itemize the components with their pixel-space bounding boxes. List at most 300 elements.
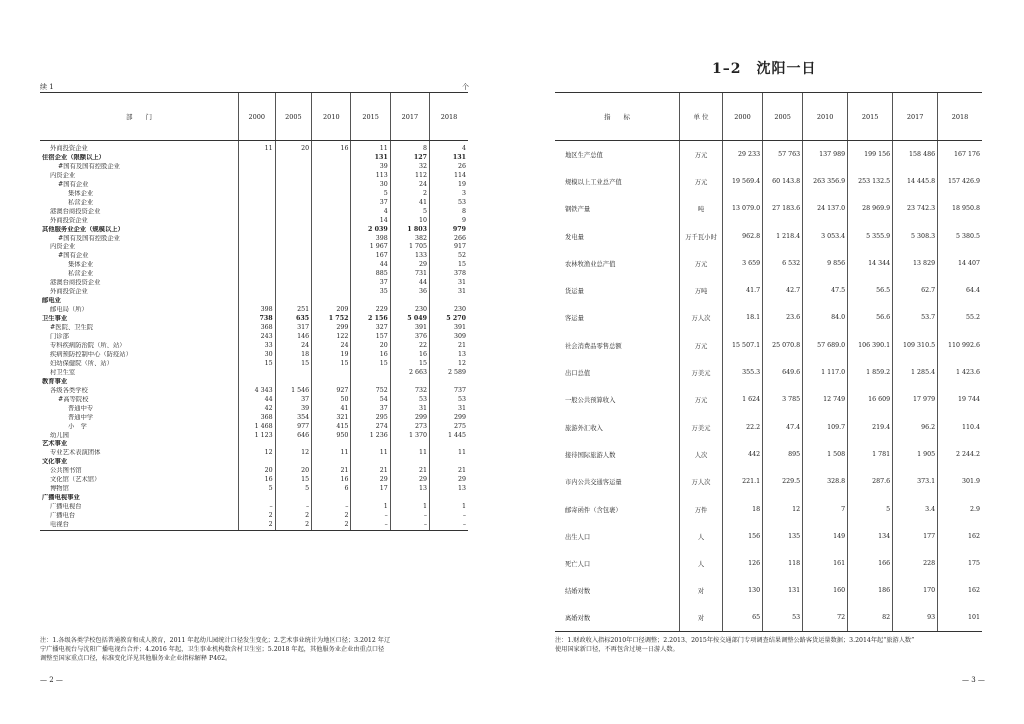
table-cell — [239, 458, 276, 467]
table-cell: 635 — [275, 315, 312, 324]
table-cell: 1 546 — [275, 387, 312, 396]
table-cell: 110 992.6 — [938, 332, 982, 359]
table-row — [40, 512, 468, 521]
table-cell: 42.7 — [763, 277, 803, 304]
table-cell: 229.5 — [763, 468, 803, 495]
table-cell: 53 — [429, 199, 468, 208]
table-cell: 2 — [275, 521, 312, 530]
table-cell: 14 — [351, 217, 390, 226]
table-cell: 354 — [275, 414, 312, 423]
table-row — [40, 414, 468, 423]
table-row — [555, 222, 982, 249]
table-row — [40, 315, 468, 324]
table-cell — [312, 494, 351, 503]
table-cell: 53 — [390, 396, 429, 405]
table-cell: 368 — [239, 324, 276, 333]
table-cell: 1 905 — [893, 441, 938, 468]
table-cell: 21 — [312, 467, 351, 476]
table-cell: 11 — [390, 449, 429, 458]
row-label: 规模以上工业总产值 — [565, 178, 622, 186]
table-cell: 253 132.5 — [848, 168, 893, 195]
table-header-row — [555, 93, 982, 141]
footnote-line: 调整至国家重点口径，标准变化详见其他服务业企业指标解释 P462。 — [40, 655, 232, 662]
table-row — [40, 288, 468, 297]
table-cell: 28 969.9 — [848, 195, 893, 222]
table-cell: 20 — [239, 467, 276, 476]
table-cell: 5 355.9 — [848, 222, 893, 249]
table-cell: – — [351, 521, 390, 530]
unit-cell: 万千瓦小时 — [680, 222, 723, 249]
table-cell — [275, 163, 312, 172]
table-row — [40, 181, 468, 190]
table-row — [40, 396, 468, 405]
table-cell — [239, 270, 276, 279]
table-row — [40, 458, 468, 467]
header-cell: 单 位 — [680, 93, 723, 141]
table-row — [40, 387, 468, 396]
table-cell: 29 — [429, 476, 468, 485]
table-cell — [239, 217, 276, 226]
table-cell: 47.4 — [763, 413, 803, 440]
table-cell: 230 — [390, 306, 429, 315]
table-cell: 57 763 — [763, 141, 803, 168]
table-cell: 8 — [390, 141, 429, 154]
table-cell: 5 — [239, 485, 276, 494]
table-cell — [239, 279, 276, 288]
table-cell: 170 — [893, 577, 938, 604]
table-cell: 82 — [848, 605, 893, 632]
table-cell: 11 — [429, 449, 468, 458]
table-cell: 3 053.4 — [803, 222, 848, 249]
table-row — [40, 494, 468, 503]
table-cell: 109 310.5 — [893, 332, 938, 359]
table-row — [40, 485, 468, 494]
unit-cell: 人 — [680, 523, 723, 550]
table-cell — [239, 288, 276, 297]
table-cell — [312, 270, 351, 279]
table-cell: – — [429, 521, 468, 530]
table-cell: 22 — [390, 342, 429, 351]
table-cell — [429, 378, 468, 387]
row-label: 艺术事业 — [42, 440, 68, 448]
table-cell — [390, 458, 429, 467]
table-cell: 32 — [390, 163, 429, 172]
table-cell: 4 — [429, 141, 468, 154]
table-cell: 1 117.0 — [803, 359, 848, 386]
table-cell — [312, 369, 351, 378]
table-cell: 382 — [390, 235, 429, 244]
table-cell: 157 426.9 — [938, 168, 982, 195]
header-cell: 指 标 — [555, 93, 680, 141]
table-cell — [275, 369, 312, 378]
table-row — [555, 141, 982, 168]
table-cell: 62.7 — [893, 277, 938, 304]
table-cell — [239, 243, 276, 252]
table-cell: 10 — [390, 217, 429, 226]
table-row — [555, 577, 982, 604]
table-cell: 26 — [429, 163, 468, 172]
table-cell — [239, 163, 276, 172]
header-cell: 2018 — [938, 93, 982, 141]
table-cell: 22.2 — [723, 413, 763, 440]
table-cell — [275, 243, 312, 252]
table-cell: 229 — [351, 306, 390, 315]
row-label: 农林牧渔业总产值 — [565, 260, 616, 268]
header-cell: 2017 — [390, 93, 429, 141]
table-row — [40, 252, 468, 261]
row-label: 集体企业 — [68, 261, 94, 269]
table-row — [555, 386, 982, 413]
table-cell: 162 — [938, 577, 982, 604]
page-number: — 3 — — [962, 676, 985, 684]
row-label: 普通中学 — [68, 413, 94, 421]
table-cell — [239, 378, 276, 387]
table-cell: 31 — [429, 405, 468, 414]
table-cell: 118 — [763, 550, 803, 577]
table-cell: 415 — [312, 423, 351, 432]
row-label: #国有企业 — [58, 180, 89, 188]
table-cell: 5 270 — [429, 315, 468, 324]
table-row — [40, 476, 468, 485]
table-cell: 1 123 — [239, 432, 276, 441]
table-cell: 2 — [312, 521, 351, 530]
table-cell — [239, 261, 276, 270]
table-cell: 33 — [239, 342, 276, 351]
table-cell: 15 — [429, 261, 468, 270]
table-cell: 16 — [390, 351, 429, 360]
table-cell: – — [312, 503, 351, 512]
table-row — [40, 369, 468, 378]
table-cell: 649.6 — [763, 359, 803, 386]
footnote-line: 注：1.各级各类学校包括普通教育和成人教育，2011 年起幼儿园统计口径发生变化；2.艺术事业统计为地区口径；3.2012 年辽 — [40, 637, 391, 644]
table-cell: 1 967 — [351, 243, 390, 252]
table-cell — [351, 494, 390, 503]
row-label: 各级各类学校 — [50, 386, 88, 394]
table-cell: 19 744 — [938, 386, 982, 413]
table-row — [40, 243, 468, 252]
table-cell: 127 — [390, 154, 429, 163]
table-cell: 917 — [429, 243, 468, 252]
table-cell: 157 — [351, 333, 390, 342]
table-cell — [275, 261, 312, 270]
table-cell: 50 — [312, 396, 351, 405]
table-cell — [275, 154, 312, 163]
table-cell: 11 — [312, 449, 351, 458]
table-cell — [390, 378, 429, 387]
table-cell — [275, 252, 312, 261]
table-cell: 737 — [429, 387, 468, 396]
table-cell: 19 — [312, 351, 351, 360]
table-cell: 263 356.9 — [803, 168, 848, 195]
table-cell: 29 233 — [723, 141, 763, 168]
table-cell: 4 343 — [239, 387, 276, 396]
table-cell: 738 — [239, 315, 276, 324]
footnote-line: 注：1.财政收入指标2010年口径调整；2.2013、2015年按交通部门专项调查结果调整公路客货运量数据；3.2014年起“旅游人数” — [555, 637, 915, 644]
table-cell: 979 — [429, 226, 468, 235]
table-cell: 131 — [351, 154, 390, 163]
table-cell: 376 — [390, 333, 429, 342]
unit-cell: 万元 — [680, 168, 723, 195]
row-label: 内资企业 — [50, 243, 76, 251]
table-cell: 17 979 — [893, 386, 938, 413]
table-cell: 133 — [390, 252, 429, 261]
table-cell: 14 344 — [848, 250, 893, 277]
table-cell — [275, 190, 312, 199]
footnote-line: 使用国家新口径，不再包含过境一日游人数。 — [555, 646, 679, 653]
row-label: #国有企业 — [58, 252, 89, 260]
table-cell — [312, 163, 351, 172]
table-cell: 295 — [351, 414, 390, 423]
table-cell: 274 — [351, 423, 390, 432]
table-cell: 2 039 — [351, 226, 390, 235]
table-cell: 5 308.3 — [893, 222, 938, 249]
table-cell — [275, 270, 312, 279]
table-cell: 5 — [390, 208, 429, 217]
table-cell — [390, 494, 429, 503]
row-label: 旅游外汇收入 — [565, 424, 603, 432]
unit-cell: 对 — [680, 605, 723, 632]
table-cell: 161 — [803, 550, 848, 577]
table-cell: 93 — [893, 605, 938, 632]
table-row — [555, 441, 982, 468]
table-cell: 6 532 — [763, 250, 803, 277]
table-cell: 96.2 — [893, 413, 938, 440]
header-cell: 2018 — [429, 93, 468, 141]
row-label: 广播电视事业 — [42, 494, 80, 502]
header-cell: 2015 — [351, 93, 390, 141]
header-cell: 2010 — [312, 93, 351, 141]
table-cell: 29 — [390, 261, 429, 270]
table-cell: 44 — [351, 261, 390, 270]
left-table-body — [40, 141, 468, 531]
row-label: 私营企业 — [68, 198, 94, 206]
row-label: 港澳台商投资企业 — [50, 207, 101, 215]
table-cell: 321 — [312, 414, 351, 423]
right-statistics-table — [555, 92, 982, 632]
table-cell: 977 — [275, 423, 312, 432]
table-cell: 12 — [429, 360, 468, 369]
table-cell: 1 218.4 — [763, 222, 803, 249]
table-cell: 2 — [390, 190, 429, 199]
table-cell: 15 — [275, 360, 312, 369]
right-table-body — [555, 141, 982, 632]
table-cell: 1 752 — [312, 315, 351, 324]
table-cell: 2 — [239, 512, 276, 521]
table-cell: 12 — [275, 449, 312, 458]
table-cell: 221.1 — [723, 468, 763, 495]
table-cell: 5 — [351, 190, 390, 199]
table-cell — [312, 440, 351, 449]
table-cell: 12 — [763, 495, 803, 522]
table-cell: 56.5 — [848, 277, 893, 304]
table-cell: 1 803 — [390, 226, 429, 235]
table-cell: 2 — [312, 512, 351, 521]
table-cell: 56.6 — [848, 304, 893, 331]
table-row — [40, 297, 468, 306]
table-cell: 2 156 — [351, 315, 390, 324]
table-cell: 4 — [351, 208, 390, 217]
table-cell — [312, 252, 351, 261]
table-cell: 15 507.1 — [723, 332, 763, 359]
table-cell: 167 176 — [938, 141, 982, 168]
table-cell: 149 — [803, 523, 848, 550]
table-cell: 3 659 — [723, 250, 763, 277]
table-cell: 732 — [390, 387, 429, 396]
table-cell — [429, 440, 468, 449]
unit-cell: 万元 — [680, 386, 723, 413]
page-title: 1–2 沈阳一日 — [712, 61, 817, 77]
row-label: 疾病预防控制中心（防疫站） — [50, 350, 132, 358]
table-row — [40, 235, 468, 244]
table-cell: 166 — [848, 550, 893, 577]
table-cell: 15 — [351, 360, 390, 369]
header-cell: 2005 — [763, 93, 803, 141]
table-cell: 5 049 — [390, 315, 429, 324]
table-cell: 1 370 — [390, 432, 429, 441]
table-cell: 731 — [390, 270, 429, 279]
left-footnote — [40, 636, 470, 663]
row-label: 离婚对数 — [555, 605, 680, 632]
table-cell: 230 — [429, 306, 468, 315]
table-cell: 175 — [938, 550, 982, 577]
row-label: #国有及国有控股企业 — [58, 162, 120, 170]
table-row — [555, 332, 982, 359]
table-cell: 373.1 — [893, 468, 938, 495]
table-cell: 287.6 — [848, 468, 893, 495]
table-cell — [239, 226, 276, 235]
table-cell — [239, 181, 276, 190]
table-row — [40, 279, 468, 288]
table-cell — [275, 217, 312, 226]
table-cell: 1 236 — [351, 432, 390, 441]
table-cell: 36 — [390, 288, 429, 297]
table-cell: 15 — [312, 360, 351, 369]
table-cell: 18 — [275, 351, 312, 360]
table-cell: 131 — [429, 154, 468, 163]
table-cell: – — [275, 503, 312, 512]
table-cell: 11 — [351, 141, 390, 154]
table-cell: 186 — [848, 577, 893, 604]
table-cell: 14 407 — [938, 250, 982, 277]
unit-cell: 人 — [680, 550, 723, 577]
table-cell: 16 — [239, 476, 276, 485]
header-cell: 2005 — [275, 93, 312, 141]
table-cell: 29 — [351, 476, 390, 485]
row-label: 邮寄函件（含包裹） — [565, 506, 622, 514]
table-cell: 328.8 — [803, 468, 848, 495]
table-cell: 8 — [429, 208, 468, 217]
table-cell — [312, 181, 351, 190]
table-row — [40, 199, 468, 208]
table-cell — [275, 279, 312, 288]
right-footnote — [555, 636, 983, 654]
table-cell: 299 — [429, 414, 468, 423]
row-label: 电视台 — [40, 521, 239, 530]
table-row — [40, 521, 468, 530]
table-row — [555, 168, 982, 195]
table-cell: 6 — [312, 485, 351, 494]
table-cell — [239, 252, 276, 261]
table-cell: 64.4 — [938, 277, 982, 304]
table-row — [555, 277, 982, 304]
table-cell: 14 445.8 — [893, 168, 938, 195]
table-cell — [351, 369, 390, 378]
table-row — [555, 468, 982, 495]
table-cell: 21 — [429, 342, 468, 351]
row-label: 出生人口 — [565, 533, 591, 541]
table-cell: 18 950.8 — [938, 195, 982, 222]
table-cell — [275, 288, 312, 297]
table-cell: 126 — [723, 550, 763, 577]
unit-cell: 万元 — [680, 332, 723, 359]
table-row — [555, 605, 982, 632]
table-cell: 327 — [351, 324, 390, 333]
unit-cell: 万美元 — [680, 359, 723, 386]
table-cell: 266 — [429, 235, 468, 244]
row-label: 文化事业 — [42, 458, 68, 466]
table-row — [40, 467, 468, 476]
table-cell — [239, 235, 276, 244]
table-cell: 20 — [275, 141, 312, 154]
table-cell — [312, 226, 351, 235]
table-cell: 12 — [239, 449, 276, 458]
row-label: 卫生事业 — [42, 315, 68, 323]
row-label: 港澳台商投资企业 — [50, 279, 101, 287]
table-cell: 156 — [723, 523, 763, 550]
table-cell: 273 — [390, 423, 429, 432]
table-cell: – — [429, 512, 468, 521]
table-row — [40, 405, 468, 414]
table-cell: 41.7 — [723, 277, 763, 304]
table-row — [40, 503, 468, 512]
table-row — [40, 226, 468, 235]
table-cell — [351, 440, 390, 449]
table-cell: 2 244.2 — [938, 441, 982, 468]
table-cell: 53.7 — [893, 304, 938, 331]
table-cell: 24 — [275, 342, 312, 351]
unit-cell: 万人次 — [680, 304, 723, 331]
table-cell: 228 — [893, 550, 938, 577]
table-cell: 65 — [723, 605, 763, 632]
table-cell: 11 — [239, 141, 276, 154]
table-cell: 57 689.0 — [803, 332, 848, 359]
table-cell — [275, 199, 312, 208]
table-row — [40, 324, 468, 333]
table-cell: 131 — [763, 577, 803, 604]
table-cell: 16 — [312, 476, 351, 485]
table-row — [555, 523, 982, 550]
table-cell: 158 486 — [893, 141, 938, 168]
table-cell: 25 070.8 — [763, 332, 803, 359]
unit-cell: 对 — [680, 577, 723, 604]
row-label: 其他服务业企业（规模以上） — [42, 225, 124, 233]
table-row — [40, 449, 468, 458]
table-cell: 15 — [390, 360, 429, 369]
row-label: 专科疾病防治院（所、站） — [50, 341, 126, 349]
table-cell — [275, 226, 312, 235]
table-cell: 60 143.8 — [763, 168, 803, 195]
table-row — [40, 378, 468, 387]
row-label: 接待国际旅游人数 — [565, 451, 616, 459]
row-label: 内资企业 — [50, 171, 76, 179]
table-cell: 135 — [763, 523, 803, 550]
table-cell: 17 — [351, 485, 390, 494]
table-cell: 1 508 — [803, 441, 848, 468]
table-cell: 23 742.3 — [893, 195, 938, 222]
table-cell — [239, 297, 276, 306]
table-cell: 3 785 — [763, 386, 803, 413]
row-label: 集体企业 — [68, 189, 94, 197]
